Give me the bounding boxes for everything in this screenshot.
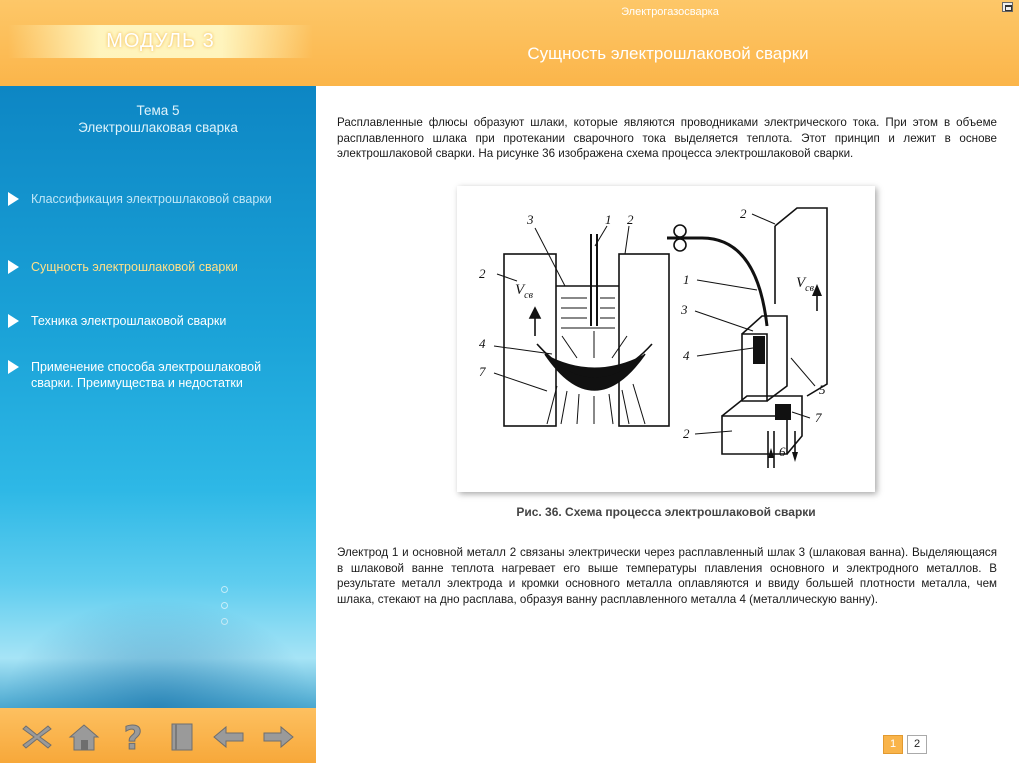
label-7: 7 bbox=[815, 410, 822, 425]
page-2-button[interactable]: 2 bbox=[907, 735, 927, 754]
topic-number: Тема 5 bbox=[136, 103, 180, 118]
v-sub-label: св bbox=[805, 283, 814, 294]
label-2: 2 bbox=[479, 266, 486, 281]
app-title: Электрогазосварка bbox=[621, 6, 719, 18]
label-7: 7 bbox=[479, 364, 486, 379]
page-title: Сущность электрошлаковой сварки bbox=[527, 44, 809, 63]
sidebar-item-technique[interactable] bbox=[8, 313, 298, 329]
next-button[interactable] bbox=[261, 722, 295, 752]
restore-window-button[interactable] bbox=[1002, 2, 1013, 12]
play-arrow-icon bbox=[8, 314, 19, 328]
label-3: 3 bbox=[527, 212, 534, 227]
home-icon bbox=[67, 722, 101, 752]
content-area bbox=[337, 115, 997, 162]
sidebar-item-label: Техника электрошлаковой сварки bbox=[31, 314, 227, 328]
sidebar-item-label: Классификация электрошлаковой сварки bbox=[31, 192, 272, 206]
play-arrow-icon bbox=[8, 192, 19, 206]
label-2: 2 bbox=[627, 212, 634, 227]
welding-diagram bbox=[457, 186, 875, 492]
sidebar-item-label: Сущность электрошлаковой сварки bbox=[31, 260, 238, 274]
v-label: V bbox=[515, 282, 525, 298]
book-icon bbox=[165, 722, 199, 752]
label-2: 2 bbox=[740, 206, 747, 221]
esw-scheme-illustration bbox=[457, 186, 875, 492]
label-3: 3 bbox=[681, 302, 688, 317]
label-5: 5 bbox=[819, 382, 826, 397]
play-arrow-icon bbox=[8, 260, 19, 274]
svg-text:?: ? bbox=[123, 722, 143, 752]
help-button[interactable] bbox=[116, 722, 150, 752]
sidebar-item-essence[interactable] bbox=[8, 259, 298, 275]
label-2: 2 bbox=[683, 426, 690, 441]
v-sub-label: св bbox=[524, 290, 533, 301]
play-arrow-icon bbox=[8, 360, 19, 374]
svg-text:Vсв bbox=[515, 282, 534, 301]
home-button[interactable] bbox=[67, 722, 101, 752]
sidebar bbox=[0, 86, 316, 708]
label-6: 6 bbox=[779, 444, 786, 459]
page-1-button[interactable]: 1 bbox=[883, 735, 903, 754]
topic-title: Электрошлаковая сварка bbox=[78, 120, 238, 135]
topic-heading bbox=[0, 102, 316, 136]
v-label: V bbox=[796, 275, 806, 291]
explanation-paragraph: Электрод 1 и основной металл 2 связаны электрически через расплавленный шлак 3 (шлаковая ванна). Выделяющаяся в шлаковой ванне теплота нагревает его выше температуры плавления основного и электродного металлов. В результате металл электрода и кромки основного металла оплавляются и ввиду большей плотности металла, чем шлака, стекают на дно расплава, образуя ванну расплавленного металла 4 (металлическую ванну). bbox=[337, 546, 997, 606]
content-area-lower bbox=[337, 545, 997, 607]
water-drops-decoration bbox=[221, 586, 228, 634]
close-icon bbox=[20, 722, 54, 752]
label-4: 4 bbox=[683, 348, 690, 363]
module-label: МОДУЛЬ 3 bbox=[106, 30, 215, 52]
intro-paragraph: Расплавленные флюсы образуют шлаки, которые являются проводниками электрического тока. При этом в объеме расплавленного шлака при протекании сварочного тока выделяется теплота. Этот принцип и лежит в основе электрошлаковой сварки. На рисунке 36 изображена схема процесса электрошлаковой сварки. bbox=[337, 116, 997, 160]
help-icon bbox=[116, 722, 150, 752]
header-bar bbox=[0, 0, 1019, 86]
module-banner bbox=[8, 25, 313, 58]
label-4: 4 bbox=[479, 336, 486, 351]
sidebar-item-application[interactable] bbox=[8, 359, 278, 391]
arrow-right-icon bbox=[261, 722, 295, 752]
previous-button[interactable] bbox=[212, 722, 246, 752]
bottom-toolbar bbox=[0, 708, 316, 763]
label-1: 1 bbox=[605, 212, 612, 227]
sidebar-item-classification[interactable] bbox=[8, 191, 298, 207]
figure-caption: Рис. 36. Схема процесса электрошлаковой сварки bbox=[516, 505, 816, 519]
svg-text:Vсв bbox=[796, 275, 815, 294]
arrow-left-icon bbox=[212, 722, 246, 752]
sidebar-item-label: Применение способа электрошлаковой сварки. Преимущества и недостатки bbox=[31, 360, 262, 390]
close-button[interactable] bbox=[20, 722, 54, 752]
book-button[interactable] bbox=[165, 722, 199, 752]
label-1: 1 bbox=[683, 272, 690, 287]
